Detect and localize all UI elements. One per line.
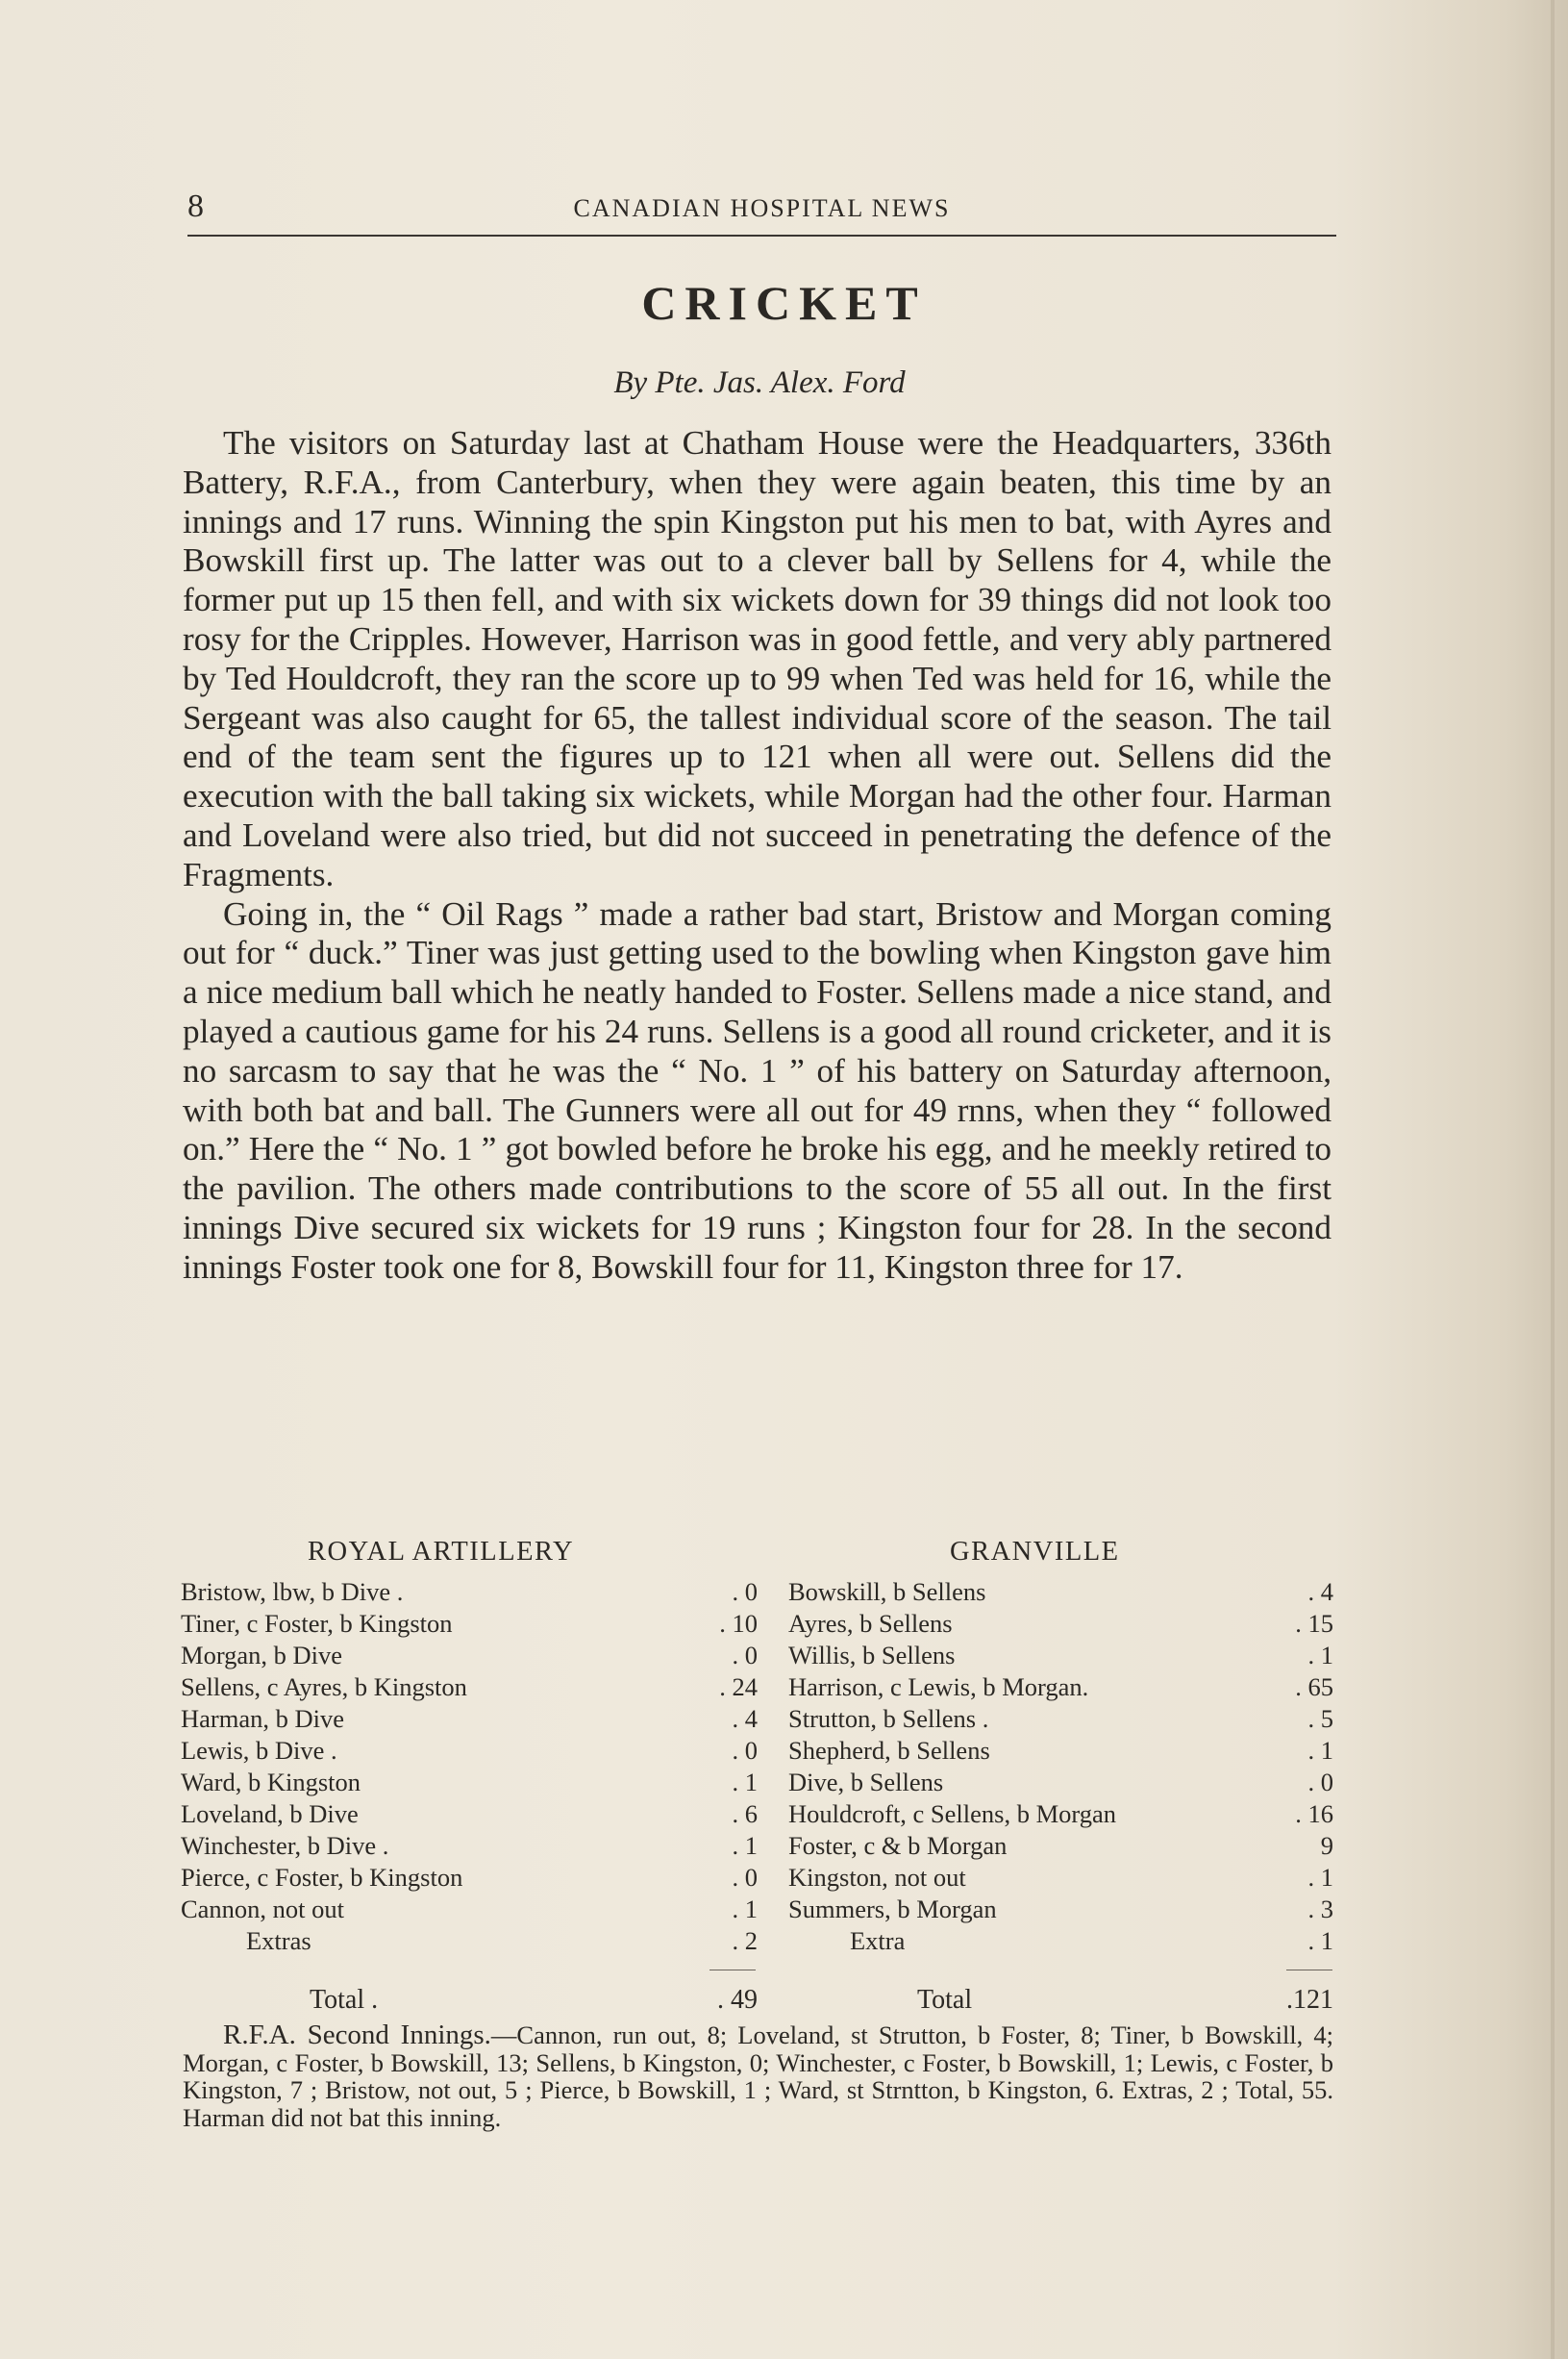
runs: . 0: [732, 1736, 758, 1765]
runs: 9: [1320, 1831, 1333, 1860]
batsman-entry: Houldcroft, c Sellens, b Morgan: [788, 1799, 1117, 1828]
score-row: [788, 1672, 1333, 1704]
runs: . 5: [1307, 1704, 1333, 1733]
runs: . 0: [732, 1641, 758, 1669]
batsman-entry: Pierce, c Foster, b Kingston: [181, 1863, 463, 1892]
score-row: [788, 1609, 1333, 1641]
runs: . 3: [1307, 1895, 1333, 1923]
total-rule: [709, 1970, 756, 1971]
batsman-entry: Strutton, b Sellens .: [788, 1704, 989, 1733]
article-byline: By Pte. Jas. Alex. Ford: [613, 365, 906, 400]
batsman-entry: Bristow, lbw, b Dive .: [181, 1577, 404, 1606]
team-heading-royal-artillery: ROYAL ARTILLERY: [308, 1537, 575, 1567]
batsman-entry: Lewis, b Dive .: [181, 1736, 337, 1765]
runs: . 4: [1307, 1577, 1333, 1606]
total-rule: [1286, 1970, 1332, 1971]
extras-label: Extra: [850, 1926, 906, 1955]
score-row-extras: [181, 1926, 758, 1958]
total-runs: .121: [1286, 1985, 1333, 2015]
runs: . 2: [732, 1926, 758, 1955]
runs: . 4: [732, 1704, 758, 1733]
article-paragraph: The visitors on Saturday last at Chatham House were the Headquarters, 336th Battery, R.F.A., from Canterbury, when they were again beaten, this time by an innings and 17 runs. Winning the spin Kingston put his men to bat, with Ayres and Bowskill first up. The latter was out to a clever ball by Sellens for 4, while the former put up 15 then fell, and with six wickets down for 39 things did not look too rosy for the Cripples. However, Harrison was in good fettle, and very ably partnered by Ted Houldcroft, they ran the score up to 99 when Ted was held for 16, while the Sergeant was also caught for 65, the tallest individual score of the season. The tail end of the team sent the figures up to 121 when all were out. Sellens did the execution with the ball taking six wickets, while Morgan had the other four. Harman and Loveland were also tried, but did not succeed in penetrating the defence of the Fragments.: [183, 424, 1332, 893]
score-row: [181, 1736, 758, 1768]
second-innings-summary: [183, 2021, 1333, 2132]
runs: . 0: [1307, 1768, 1333, 1796]
batsman-entry: Foster, c & b Morgan: [788, 1831, 1008, 1860]
article-body: [183, 424, 1332, 1288]
total-label: Total .: [310, 1985, 379, 2015]
runs: . 1: [732, 1831, 758, 1860]
batsman-entry: Ayres, b Sellens: [788, 1609, 953, 1638]
runs: . 1: [1307, 1926, 1333, 1955]
score-row: [181, 1641, 758, 1672]
batsman-entry: Loveland, b Dive: [181, 1799, 359, 1828]
total-label: Total: [917, 1985, 973, 2015]
runs: . 1: [732, 1895, 758, 1923]
runs: . 1: [1307, 1863, 1333, 1892]
runs: . 65: [1295, 1672, 1333, 1701]
score-row: [788, 1768, 1333, 1799]
score-row: [181, 1831, 758, 1863]
score-row: [788, 1641, 1333, 1672]
article-title: CRICKET: [641, 276, 927, 330]
batsman-entry: Shepherd, b Sellens: [788, 1736, 990, 1765]
score-row: [181, 1577, 758, 1609]
page-number: 8: [187, 188, 204, 224]
batsman-entry: Dive, b Sellens: [788, 1768, 944, 1796]
total-row-royal-artillery: [181, 1985, 758, 2018]
batsman-entry: Cannon, not out: [181, 1895, 345, 1923]
batsman-entry: Harrison, c Lewis, b Morgan.: [788, 1672, 1089, 1701]
score-row: [181, 1799, 758, 1831]
batsman-entry: Morgan, b Dive: [181, 1641, 343, 1669]
batsman-entry: Willis, b Sellens: [788, 1641, 956, 1669]
page-edge-shadow: [1551, 0, 1555, 2359]
runs: . 16: [1295, 1799, 1333, 1828]
article-paragraph: Going in, the “ Oil Rags ” made a rather bad start, Bristow and Morgan coming out for “ duck.” Tiner was just getting used to the bowling when Kingston gave him a nice medium ball which he neatly handed to Foster. Sellens made a nice stand, and played a cautious game for his 24 runs. Sellens is a good all round cricketer, and it is no sarcasm to say that he was the “ No. 1 ” of his battery on Saturday afternoon, with both bat and ball. The Gunners were all out for 49 rnns, when they “ followed on.” Here the “ No. 1 ” got bowled before he broke his egg, and he meekly retired to the pavilion. The others made contributions to the score of 55 all out. In the first innings Dive secured six wickets for 19 runs ; Kingston four for 28. In the second innings Foster took one for 8, Bowskill four for 11, Kingston three for 17.: [183, 894, 1332, 1286]
runs: . 15: [1295, 1609, 1333, 1638]
runs: . 10: [719, 1609, 758, 1638]
score-row: [181, 1672, 758, 1704]
score-row-extras: [788, 1926, 1333, 1958]
score-row: [181, 1768, 758, 1799]
runs: . 0: [732, 1863, 758, 1892]
journal-name: CANADIAN HOSPITAL NEWS: [573, 194, 951, 222]
score-row: [181, 1609, 758, 1641]
scorecard-granville: [788, 1577, 1333, 1958]
score-row: [788, 1831, 1333, 1863]
runs: . 1: [732, 1768, 758, 1796]
score-row: [788, 1799, 1333, 1831]
score-row: [181, 1704, 758, 1736]
score-row: [788, 1895, 1333, 1926]
batsman-entry: Tiner, c Foster, b Kingston: [181, 1609, 453, 1638]
scorecard-royal-artillery: [181, 1577, 758, 1958]
total-runs: . 49: [717, 1985, 758, 2015]
batsman-entry: Ward, b Kingston: [181, 1768, 361, 1796]
page-header: [187, 188, 1336, 237]
runs: . 1: [1307, 1641, 1333, 1669]
batsman-entry: Summers, b Morgan: [788, 1895, 997, 1923]
runs: . 1: [1307, 1736, 1333, 1765]
score-row: [788, 1577, 1333, 1609]
team-heading-granville: GRANVILLE: [950, 1537, 1120, 1567]
batsman-entry: Sellens, c Ayres, b Kingston: [181, 1672, 467, 1701]
batsman-entry: Kingston, not out: [788, 1863, 966, 1892]
score-row: [788, 1736, 1333, 1768]
batsman-entry: Winchester, b Dive .: [181, 1831, 389, 1860]
runs: . 24: [719, 1672, 758, 1701]
total-row-granville: [788, 1985, 1333, 2018]
runs: . 6: [732, 1799, 758, 1828]
runs: . 0: [732, 1577, 758, 1606]
second-innings-text: —Cannon, run out, 8; Loveland, st Strutton, b Foster, 8; Tiner, b Bowskill, 4; Morgan, c Foster, b Bowskill, 13; Sellens, b Kingston, 0; Winchester, c Foster, b Bowskill, 1; Lewis, c Foster, b Kingston, 7 ; Bristow, not out, 5 ; Pierce, b Bowskill, 1 ; Ward, st Strntton, b Kingston, 6. Extras, 2 ; Total, 55. Harman did not bat this inning.: [183, 2020, 1333, 2133]
score-row: [788, 1863, 1333, 1895]
score-row: [181, 1895, 758, 1926]
extras-label: Extras: [246, 1926, 311, 1955]
score-row: [181, 1863, 758, 1895]
second-innings-lead: R.F.A. Second Innings.: [223, 2020, 491, 2050]
score-row: [788, 1704, 1333, 1736]
batsman-entry: Bowskill, b Sellens: [788, 1577, 986, 1606]
batsman-entry: Harman, b Dive: [181, 1704, 344, 1733]
